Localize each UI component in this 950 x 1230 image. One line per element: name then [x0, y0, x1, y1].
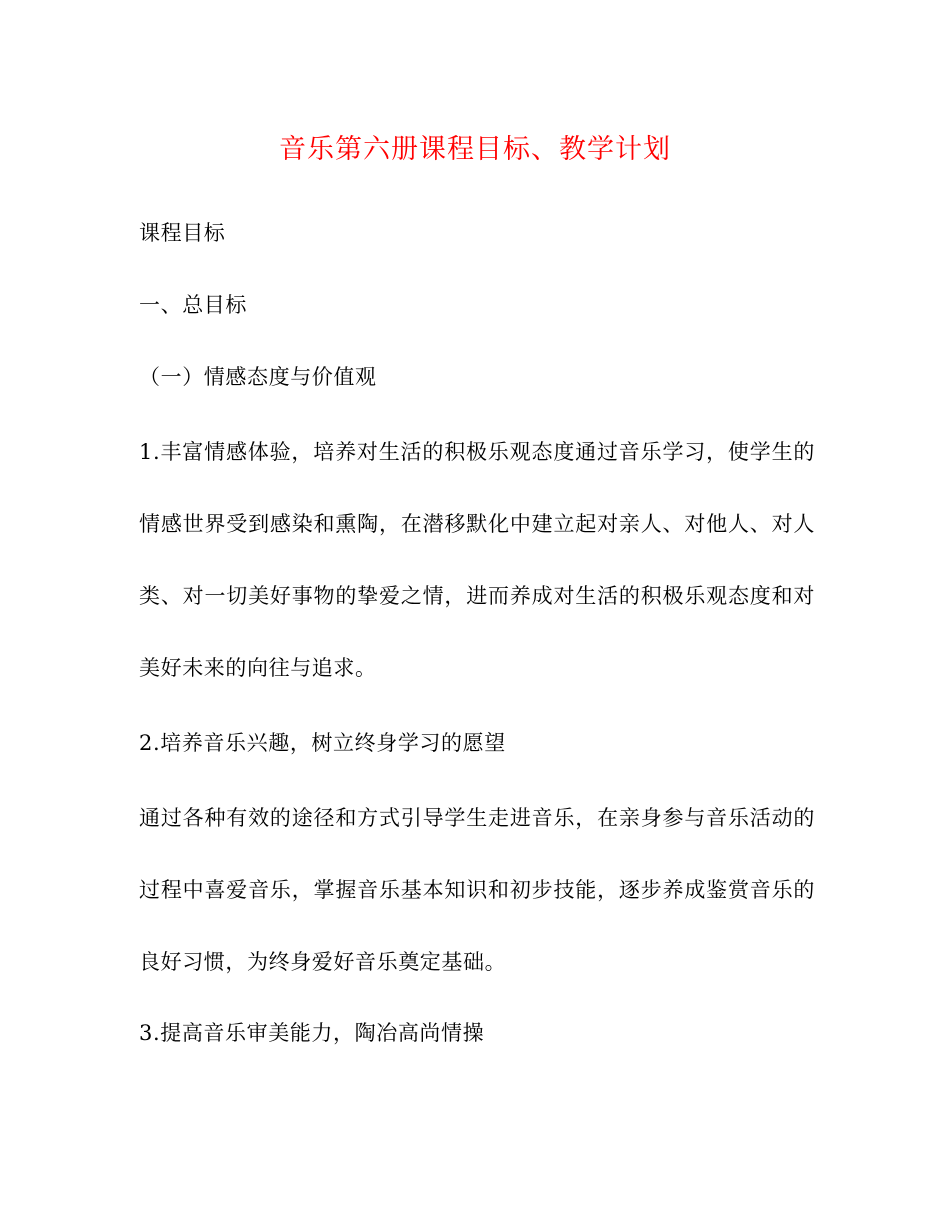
heading-course-goals: 课程目标 [139, 221, 226, 245]
heading-item-2: 2.培养音乐兴趣，树立终身学习的愿望 [139, 731, 506, 755]
heading-overall-goals: 一、总目标 [139, 293, 247, 317]
document-title: 音乐第六册课程目标、教学计划 [279, 134, 671, 165]
heading-emotion-values: （一）情感态度与价值观 [139, 365, 377, 389]
heading-item-3: 3.提高音乐审美能力，陶冶高尚情操 [139, 1021, 485, 1045]
paragraph-item-2: 通过各种有效的途径和方式引导学生走进音乐，在亲身参与音乐活动的过程中喜爱音乐，掌握音乐基本知识和初步技能，逐步养成鉴赏音乐的良好习惯，为终身爱好音乐奠定基础。 [139, 806, 815, 974]
paragraph-item-1: 1.丰富情感体验，培养对生活的积极乐观态度通过音乐学习，使学生的情感世界受到感染和熏陶，在潜移默化中建立起对亲人、对他人、对人类、对一切美好事物的挚爱之情，进而养成对生活的积极乐观态度和对美好未来的向往与追求。 [139, 440, 815, 680]
